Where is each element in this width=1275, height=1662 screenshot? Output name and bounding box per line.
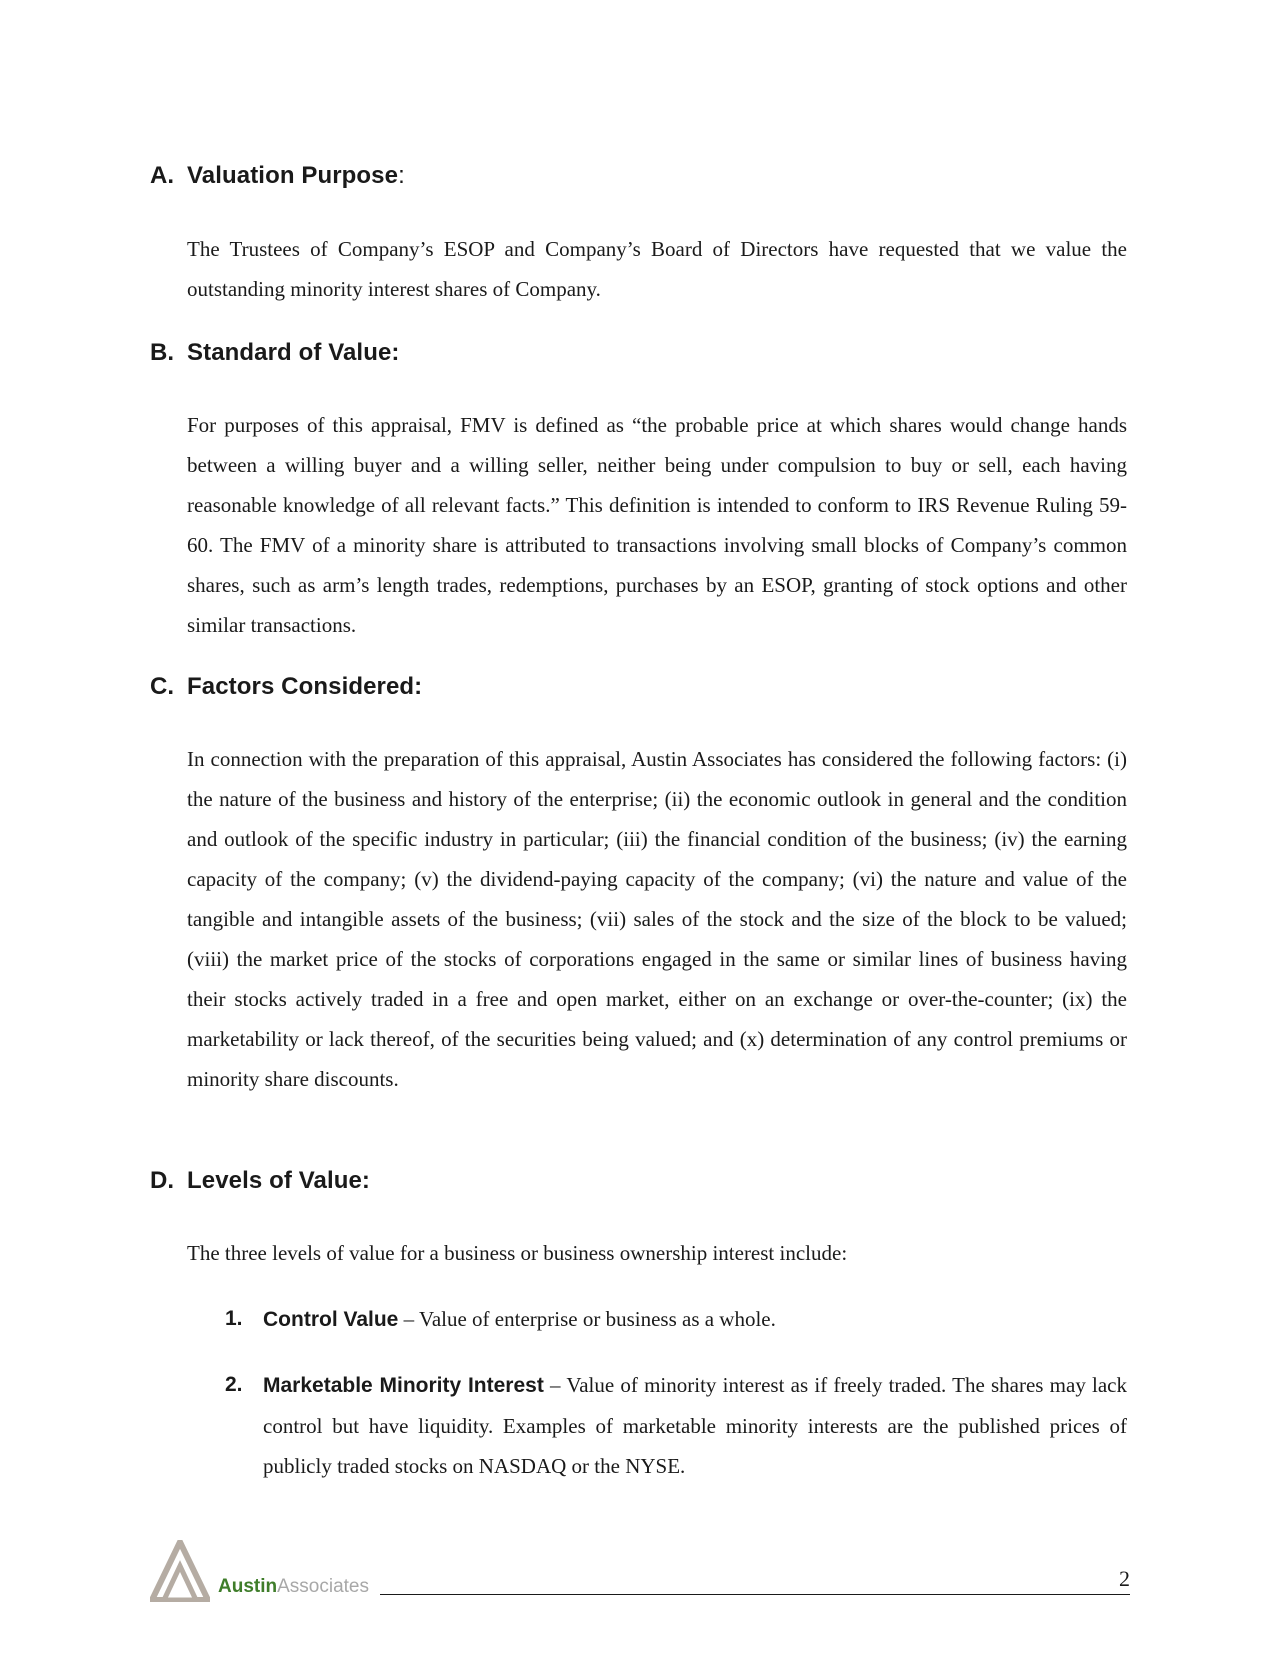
section-d-heading xyxy=(150,1167,370,1195)
list-item-term: Control Value xyxy=(263,1308,399,1331)
section-d-letter: D. xyxy=(150,1167,175,1194)
austin-associates-logo-icon xyxy=(150,1540,210,1602)
list-item-term: Marketable Minority Interest xyxy=(263,1374,544,1397)
section-b-heading xyxy=(150,339,400,367)
list-item-description: – Value of enterprise or business as a whole. xyxy=(398,1307,776,1331)
section-c-title: Factors Considered: xyxy=(187,673,423,700)
list-item-body xyxy=(225,1299,1127,1340)
section-b-title: Standard of Value: xyxy=(187,339,400,366)
section-b-letter: B. xyxy=(150,339,175,366)
section-d-title: Levels of Value: xyxy=(187,1167,371,1194)
section-a-letter: A. xyxy=(150,162,175,189)
footer-divider xyxy=(380,1594,1130,1595)
section-c-letter: C. xyxy=(150,673,175,700)
section-b-paragraph: For purposes of this appraisal, FMV is defined as “the probable price at which shares would change hands between a willing buyer and a willing seller, neither being under compulsion to buy or sell, each having reasonable knowledge of all relevant facts.” This definition is intended to conform to IRS Revenue Ruling 59-60. The FMV of a minority share is attributed to transactions involving small blocks of Company’s common shares, such as arm’s length trades, redemptions, purchases by an ESOP, granting of stock options and other similar transactions. xyxy=(187,413,1127,637)
section-a-colon: : xyxy=(398,162,405,189)
list-item-description: – Value of minority interest as if freely traded. The shares may lack control but have liquidity. Examples of marketable minority interests are the published prices of publicly traded stocks on NASDAQ or the NYSE. xyxy=(263,1373,1128,1478)
section-a-title: Valuation Purpose xyxy=(187,162,399,189)
logo-text-strong: Austin xyxy=(218,1576,278,1597)
logo-text-light: Associates xyxy=(277,1576,369,1597)
list-item xyxy=(225,1365,1127,1486)
company-logo-text xyxy=(218,1576,369,1598)
list-item xyxy=(225,1299,1127,1340)
section-d-paragraph: The three levels of value for a business or business ownership interest include: xyxy=(187,1241,848,1265)
list-item-body xyxy=(225,1365,1127,1486)
page-number: 2 xyxy=(1119,1566,1130,1591)
section-c-heading xyxy=(150,673,422,701)
section-a-paragraph: The Trustees of Company’s ESOP and Company’s Board of Directors have requested that we value the outstanding minority interest shares of Company. xyxy=(187,237,1127,301)
section-c-paragraph: In connection with the preparation of this appraisal, Austin Associates has considered the following factors: (i) the nature of the business and history of the enterprise; (ii) the economic outlook in general and the condition and outlook of the specific industry in particular; (iii) the financial condition of the business; (iv) the earning capacity of the company; (v) the dividend-paying capacity of the company; (vi) the nature and value of the tangible and intangible assets of the business; (vii) sales of the stock and the size of the block to be valued; (viii) the market price of the stocks of corporations engaged in the same or similar lines of business having their stocks actively traded in a free and open market, either on an exchange or over-the-counter; (ix) the marketability or lack thereof, of the securities being valued; and (x) determination of any control premiums or minority share discounts. xyxy=(187,747,1127,1091)
list-item-number: 1. xyxy=(225,1307,243,1330)
list-item-number: 2. xyxy=(225,1373,243,1396)
page-footer xyxy=(150,1540,1130,1620)
section-a-heading xyxy=(150,162,405,190)
